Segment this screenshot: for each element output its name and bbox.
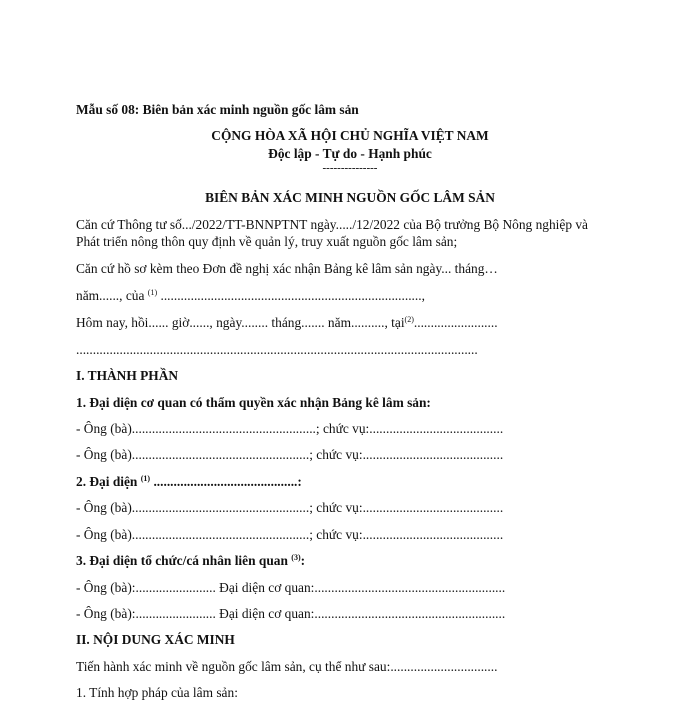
subsection-3-heading (76, 553, 636, 569)
section-1-heading: I. THÀNH PHẦN (76, 368, 179, 383)
subsection-3-person-1: - Ông (bà):........................ Đại diện cơ quan:......................................................... (76, 580, 506, 595)
form-label: Mẫu số 08: Biên bản xác minh nguồn gốc lâm sản (76, 102, 359, 117)
basis-2-text: năm......, của (76, 288, 145, 303)
basis-1-line-1: Căn cứ Thông tư số.../2022/TT-BNNPTNT ngày...../12/2022 của Bộ trưởng Bộ Nông nghiệp và (76, 217, 589, 232)
basis-1-line-2: Phát triển nông thôn quy định về quản lý, truy xuất nguồn gốc lâm sản; (76, 234, 458, 249)
content-intro: Tiến hành xác minh về nguồn gốc lâm sản, cụ thể như sau:................................ (76, 659, 498, 674)
meeting-time-text: Hôm nay, hồi...... giờ......, ngày........ tháng....... năm.........., tại (76, 315, 405, 330)
subsection-2-text: 2. Đại diện (76, 474, 138, 489)
subsection-1-heading: 1. Đại diện cơ quan có thẩm quyền xác nhận Bảng kê lâm sản: (76, 395, 431, 410)
subsection-3-colon: : (300, 553, 306, 568)
footnote-ref-2: (2) (404, 315, 414, 324)
subsection-3-text: 3. Đại diện tổ chức/cá nhân liên quan (76, 553, 288, 568)
meeting-place-dots: ......................... (413, 315, 498, 330)
national-title: CỘNG HÒA XÃ HỘI CHỦ NGHĨA VIỆT NAM (211, 128, 489, 143)
subsection-2-heading (76, 474, 636, 490)
subsection-1-person-1: - Ông (bà).......................................................; chức vụ:........................................ (76, 421, 504, 436)
basis-2-line-1: Căn cứ hồ sơ kèm theo Đơn đề nghị xác nhận Bảng kê lâm sản ngày... tháng… (76, 261, 498, 276)
footnote-ref-3: (3) (291, 553, 301, 562)
subsection-3-person-2: - Ông (bà):........................ Đại diện cơ quan:......................................................... (76, 606, 506, 621)
subsection-2-person-1: - Ông (bà).....................................................; chức vụ:.......................................... (76, 500, 504, 515)
basis-2-dots: .............................................................................., (160, 288, 425, 303)
footnote-ref-1: (1) (147, 288, 158, 297)
subsection-2-dots: ...........................................: (153, 474, 302, 489)
meeting-time-line (76, 315, 636, 331)
basis-2-line-2 (76, 288, 636, 304)
footnote-ref-1b: (1) (140, 474, 151, 483)
item-1: 1. Tính hợp pháp của lâm sản: (76, 685, 238, 700)
document-title: BIÊN BẢN XÁC MINH NGUỒN GỐC LÂM SẢN (205, 190, 495, 205)
subsection-2-person-2: - Ông (bà).....................................................; chức vụ:.......................................... (76, 527, 504, 542)
motto-rule: --------------- (322, 162, 378, 174)
motto: Độc lập - Tự do - Hạnh phúc (268, 146, 432, 161)
subsection-1-person-2: - Ông (bà).....................................................; chức vụ:.......................................... (76, 447, 504, 462)
dots-line: ........................................................................................................................ (76, 342, 478, 357)
section-2-heading: II. NỘI DUNG XÁC MINH (76, 632, 235, 647)
